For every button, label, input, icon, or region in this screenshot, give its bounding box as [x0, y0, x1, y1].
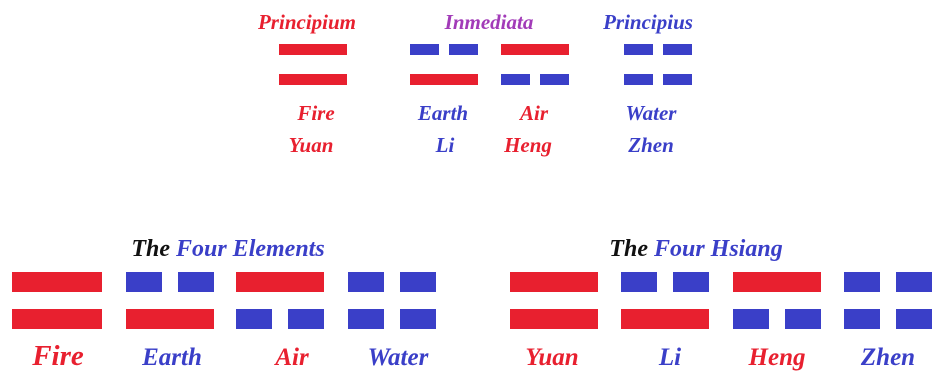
yin-line-segment — [896, 309, 932, 329]
four-hsiang-title-the: The — [609, 236, 648, 262]
yin-line-segment — [624, 44, 653, 55]
four-elements-label-water: Water — [367, 344, 429, 371]
air-bigram-icon — [236, 272, 324, 329]
fire-bigram-icon — [12, 272, 102, 329]
yin-line-segment — [449, 44, 478, 55]
zhen-bigram-icon — [844, 272, 932, 329]
yang-line — [410, 74, 478, 85]
yin-line-segment — [621, 272, 657, 292]
yin-line-segment — [896, 272, 932, 292]
heng-bigram-icon — [733, 272, 821, 329]
yin-line-segment — [348, 309, 384, 329]
yang-line — [510, 309, 598, 329]
yin-line-segment — [663, 74, 692, 85]
yin-line-segment — [236, 309, 272, 329]
yang-line — [501, 44, 569, 55]
four-hsiang-title-rest: Four Hsiang — [653, 236, 783, 262]
yuan-bigram-icon — [510, 272, 598, 329]
yang-line — [733, 272, 821, 292]
top-name-li: Li — [435, 133, 455, 157]
top-name-water: Water — [625, 101, 677, 125]
earth-bigram-icon — [126, 272, 214, 329]
yin-line-segment — [785, 309, 821, 329]
yin-line-segment — [178, 272, 214, 292]
four-elements-title-rest: Four Elements — [175, 236, 325, 262]
li-bigram-icon — [621, 272, 709, 329]
air-bigram-icon — [501, 44, 569, 85]
four-elements-label-air: Air — [275, 344, 309, 371]
yin-line-segment — [844, 309, 880, 329]
yang-line — [279, 44, 347, 55]
yang-line — [510, 272, 598, 292]
fire-bigram-icon — [279, 44, 347, 85]
yin-line-segment — [410, 44, 439, 55]
top-name-zhen: Zhen — [628, 133, 674, 157]
yin-line-segment — [540, 74, 569, 85]
four-hsiang-title — [609, 237, 782, 261]
yang-line — [126, 309, 214, 329]
yang-line — [236, 272, 324, 292]
four-hsiang-label-heng: Heng — [748, 344, 806, 371]
principium-label: Principium — [257, 10, 357, 34]
four-elements-title — [131, 237, 324, 261]
four-hsiang-label-yuan: Yuan — [525, 344, 579, 371]
yin-line-segment — [348, 272, 384, 292]
top-name-fire: Fire — [297, 101, 335, 125]
yin-line-segment — [663, 44, 692, 55]
yin-line-segment — [624, 74, 653, 85]
yin-line-segment — [400, 309, 436, 329]
inmediata-label: Inmediata — [444, 10, 534, 34]
water-bigram-icon — [624, 44, 692, 85]
top-name-earth: Earth — [417, 101, 469, 125]
yang-line — [12, 272, 102, 292]
top-name-yuan: Yuan — [288, 133, 334, 157]
yang-line — [279, 74, 347, 85]
yin-line-segment — [126, 272, 162, 292]
yang-line — [621, 309, 709, 329]
yin-line-segment — [501, 74, 530, 85]
four-elements-title-the: The — [131, 236, 170, 262]
top-name-heng: Heng — [504, 133, 552, 157]
four-hsiang-label-li: Li — [658, 344, 682, 371]
top-name-air: Air — [519, 101, 549, 125]
yin-line-segment — [400, 272, 436, 292]
yin-line-segment — [733, 309, 769, 329]
water-bigram-icon — [348, 272, 436, 329]
four-elements-label-fire: Fire — [32, 340, 84, 372]
yin-line-segment — [844, 272, 880, 292]
four-elements-label-earth: Earth — [142, 344, 202, 371]
yang-line — [12, 309, 102, 329]
yin-line-segment — [288, 309, 324, 329]
earth-bigram-icon — [410, 44, 478, 85]
yin-line-segment — [673, 272, 709, 292]
four-hsiang-label-zhen: Zhen — [860, 344, 916, 371]
principius-label: Principius — [603, 10, 693, 34]
